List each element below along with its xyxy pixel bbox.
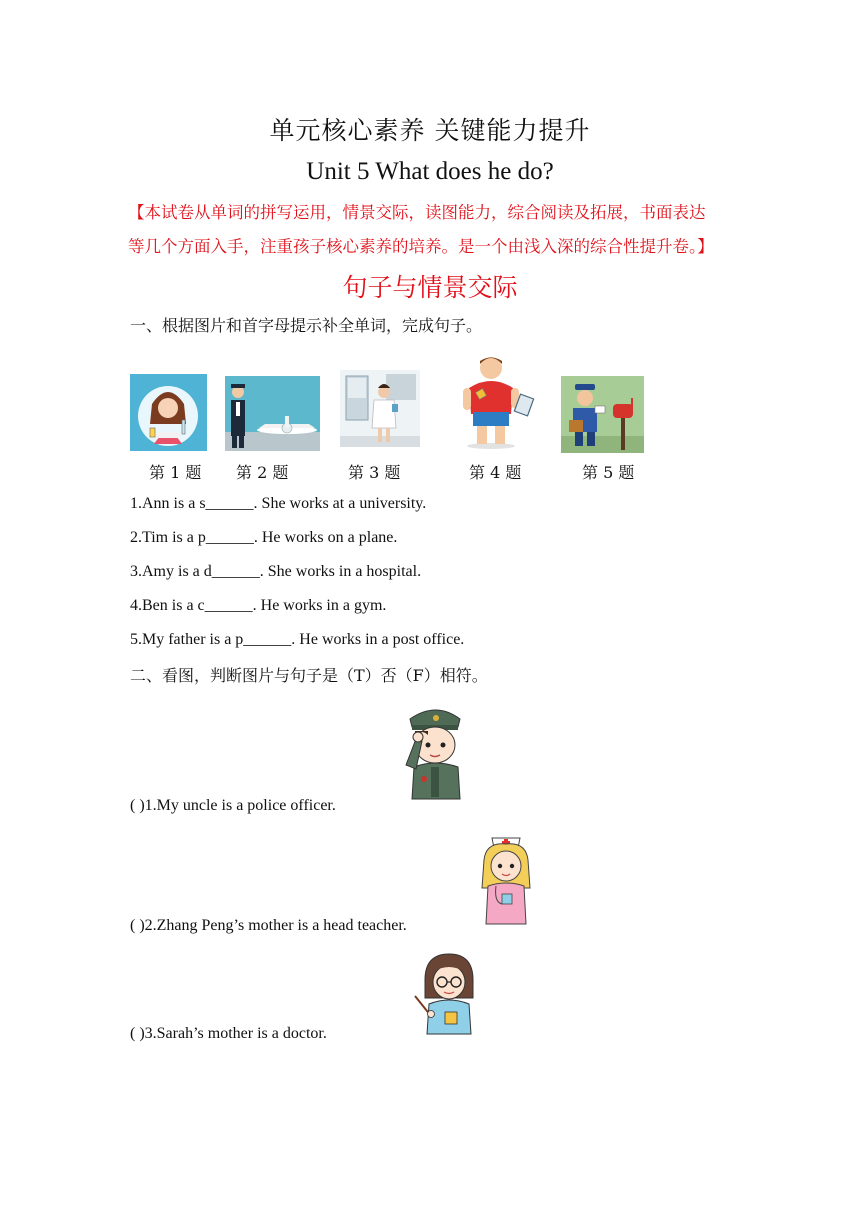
caption-1: 第 1 题 (149, 463, 202, 482)
intro-line-1: 【本试卷从单词的拼写运用，情景交际，读图能力，综合阅读及拓展，书面表达 (128, 203, 706, 222)
caption-2: 第 2 题 (236, 463, 289, 482)
pilot-picture (225, 376, 320, 451)
scientist-picture (130, 374, 207, 451)
coach-picture (455, 352, 545, 450)
page-title-en: Unit 5 What does he do? (306, 158, 554, 185)
sentence-3: 3.Amy is a d______. She works in a hospital. (130, 563, 422, 580)
part1-heading: 一、根据图片和首字母提示补全单词，完成句子。 (130, 316, 483, 335)
sentence-4: 4.Ben is a c______. He works in a gym. (130, 597, 387, 614)
doctor-picture (340, 370, 420, 447)
judge-item-1: ( )1.My uncle is a police officer. (130, 797, 336, 814)
section-title: 句子与情景交际 (342, 273, 518, 302)
sentence-2: 2.Tim is a p______. He works on a plane. (130, 529, 398, 546)
caption-3: 第 3 题 (348, 463, 401, 482)
police-officer-picture (402, 705, 468, 801)
caption-4: 第 4 题 (469, 463, 522, 482)
teacher-picture (413, 950, 479, 1036)
postman-picture (561, 376, 644, 453)
intro-line-2: 等几个方面入手，注重孩子核心素养的培养。是一个由浅入深的综合性提升卷。】 (128, 237, 714, 256)
sentence-1: 1.Ann is a s______. She works at a university. (130, 495, 427, 512)
nurse-picture (478, 832, 534, 926)
sentence-5: 5.My father is a p______. He works in a post office. (130, 631, 465, 648)
judge-item-3: ( )3.Sarah’s mother is a doctor. (130, 1025, 327, 1042)
page-title-cn: 单元核心素养 关键能力提升 (269, 116, 591, 145)
judge-item-2: ( )2.Zhang Peng’s mother is a head teacher. (130, 917, 407, 934)
caption-5: 第 5 题 (582, 463, 635, 482)
part2-heading: 二、看图，判断图片与句子是（T）否（F）相符。 (130, 666, 488, 685)
